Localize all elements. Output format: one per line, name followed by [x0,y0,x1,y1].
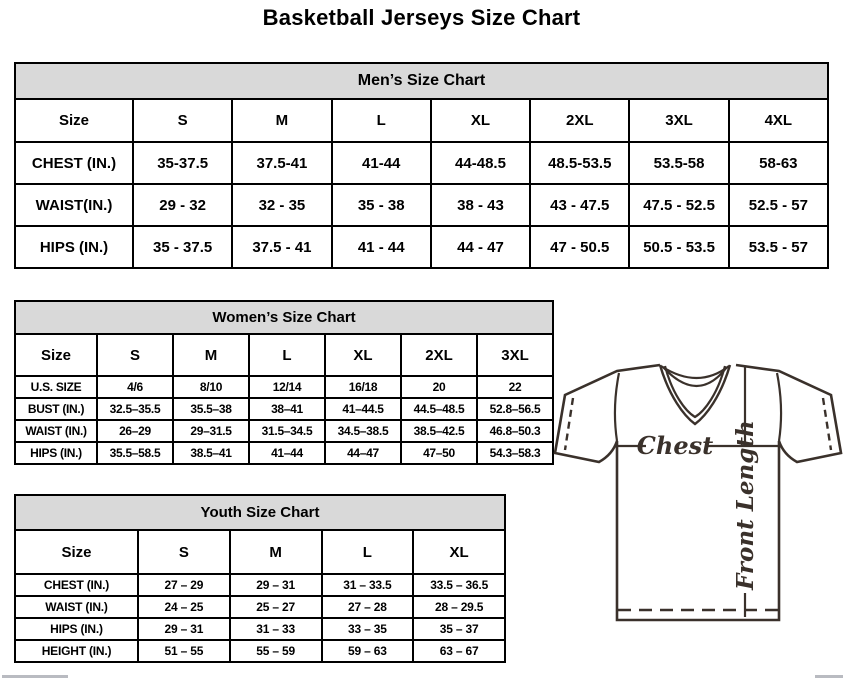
youth-table-title: Youth Size Chart [15,495,505,530]
size-value: 32.5–35.5 [97,398,173,420]
size-value: 48.5-53.5 [530,142,629,184]
size-value: 54.3–58.3 [477,442,553,464]
column-header-xl: XL [325,334,401,376]
size-value: 53.5-58 [629,142,728,184]
size-value: 24 – 25 [138,596,230,618]
size-value: 29 – 31 [138,618,230,640]
column-header-s: S [133,99,232,142]
youth-size-table [14,494,506,663]
size-column-header: Size [15,334,97,376]
size-value: 16/18 [325,376,401,398]
row-label: CHEST (IN.) [15,574,138,596]
column-header-m: M [230,530,322,574]
table-row [15,574,505,596]
size-value: 37.5 - 41 [232,226,331,268]
size-value: 43 - 47.5 [530,184,629,226]
youth-column-header-row [15,530,505,574]
size-value: 44.5–48.5 [401,398,477,420]
size-value: 58-63 [729,142,828,184]
row-label: WAIST (IN.) [15,596,138,618]
women-column-header-row [15,334,553,376]
table-row [15,142,828,184]
size-value: 35.5–58.5 [97,442,173,464]
size-value: 41 - 44 [332,226,431,268]
row-label: HIPS (IN.) [15,618,138,640]
row-label: WAIST (IN.) [15,420,97,442]
size-value: 47.5 - 52.5 [629,184,728,226]
men-column-header-row [15,99,828,142]
left-sleeve-hash [565,398,573,450]
size-value: 55 – 59 [230,640,322,662]
size-value: 47–50 [401,442,477,464]
column-header-l: L [249,334,325,376]
size-value: 12/14 [249,376,325,398]
size-value: 29 - 32 [133,184,232,226]
row-label: BUST (IN.) [15,398,97,420]
table-row [15,596,505,618]
column-header-xl: XL [431,99,530,142]
size-value: 44-48.5 [431,142,530,184]
right-sleeve-hash [823,398,831,450]
size-value: 38–41 [249,398,325,420]
column-header-s: S [97,334,173,376]
size-value: 46.8–50.3 [477,420,553,442]
size-value: 31.5–34.5 [249,420,325,442]
size-value: 34.5–38.5 [325,420,401,442]
size-value: 51 – 55 [138,640,230,662]
men-size-table [14,62,829,269]
size-value: 41–44.5 [325,398,401,420]
row-label: WAIST(IN.) [15,184,133,226]
size-value: 27 – 28 [322,596,414,618]
size-value: 35 - 38 [332,184,431,226]
front-length-label: Front Length [732,420,759,590]
men-table-title: Men’s Size Chart [15,63,828,99]
table-row [15,442,553,464]
table-row [15,226,828,268]
size-value: 27 – 29 [138,574,230,596]
size-value: 37.5-41 [232,142,331,184]
size-value: 44 - 47 [431,226,530,268]
table-row [15,184,828,226]
column-header-m: M [232,99,331,142]
table-row [15,376,553,398]
size-value: 35 – 37 [413,618,505,640]
column-header-m: M [173,334,249,376]
size-value: 22 [477,376,553,398]
mens-size-chart [14,62,829,269]
size-value: 33.5 – 36.5 [413,574,505,596]
size-value: 29–31.5 [173,420,249,442]
chest-label: Chest [636,431,714,460]
size-value: 28 – 29.5 [413,596,505,618]
collar-mid-line [663,367,727,386]
size-value: 59 – 63 [322,640,414,662]
jersey-outline [555,365,841,620]
size-value: 4/6 [97,376,173,398]
size-value: 38.5–41 [173,442,249,464]
size-value: 53.5 - 57 [729,226,828,268]
table-row [15,398,553,420]
column-header-xl: XL [413,530,505,574]
womens-size-chart [14,300,554,465]
jersey-measurement-diagram [553,356,843,628]
size-value: 38 - 43 [431,184,530,226]
horizontal-scrollbar-thumb-left[interactable] [2,675,68,678]
size-value: 29 – 31 [230,574,322,596]
size-value: 41–44 [249,442,325,464]
horizontal-scrollbar-thumb-right[interactable] [815,675,843,678]
women-size-table [14,300,554,465]
size-value: 35-37.5 [133,142,232,184]
column-header-3xl: 3XL [629,99,728,142]
page-title: Basketball Jerseys Size Chart [262,5,581,30]
size-value: 52.5 - 57 [729,184,828,226]
size-column-header: Size [15,99,133,142]
row-label: CHEST (IN.) [15,142,133,184]
size-value: 50.5 - 53.5 [629,226,728,268]
column-header-4xl: 4XL [729,99,828,142]
size-value: 41-44 [332,142,431,184]
size-value: 32 - 35 [232,184,331,226]
size-value: 8/10 [173,376,249,398]
size-value: 25 – 27 [230,596,322,618]
right-armhole-seam [777,373,781,441]
column-header-3xl: 3XL [477,334,553,376]
column-header-2xl: 2XL [530,99,629,142]
size-value: 52.8–56.5 [477,398,553,420]
row-label: HIPS (IN.) [15,442,97,464]
row-label: HEIGHT (IN.) [15,640,138,662]
row-label: HIPS (IN.) [15,226,133,268]
size-value: 35 - 37.5 [133,226,232,268]
size-column-header: Size [15,530,138,574]
size-value: 20 [401,376,477,398]
size-value: 35.5–38 [173,398,249,420]
table-row [15,420,553,442]
size-value: 47 - 50.5 [530,226,629,268]
size-value: 26–29 [97,420,173,442]
size-value: 38.5–42.5 [401,420,477,442]
row-label: U.S. SIZE [15,376,97,398]
table-row [15,640,505,662]
size-value: 31 – 33 [230,618,322,640]
size-value: 31 – 33.5 [322,574,414,596]
youth-size-chart [14,494,506,663]
column-header-s: S [138,530,230,574]
column-header-2xl: 2XL [401,334,477,376]
column-header-l: L [322,530,414,574]
size-value: 33 – 35 [322,618,414,640]
size-value: 44–47 [325,442,401,464]
column-header-l: L [332,99,431,142]
size-value: 63 – 67 [413,640,505,662]
left-armhole-seam [615,373,619,441]
women-table-title: Women’s Size Chart [15,301,553,334]
table-row [15,618,505,640]
